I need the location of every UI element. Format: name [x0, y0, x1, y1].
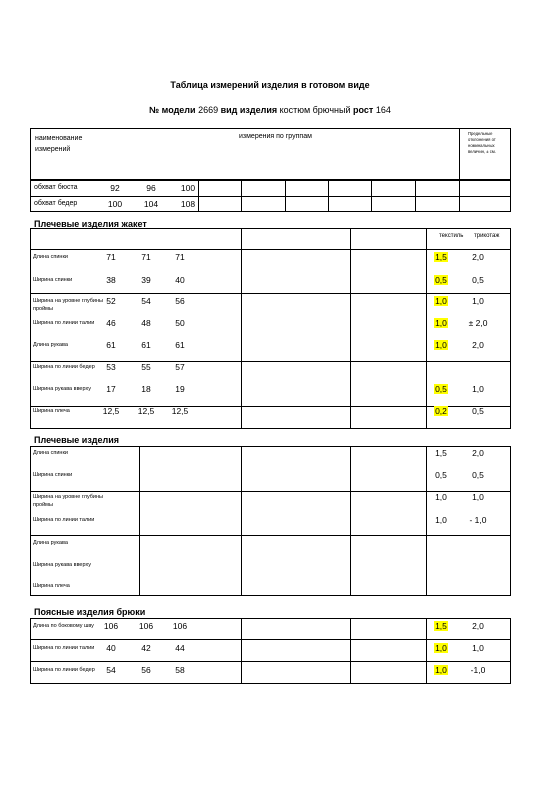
jacket-row-label: Ширина на уровне глубины проймы	[33, 298, 103, 312]
section-jacket-title: Плечевые изделия жакет	[34, 219, 147, 229]
shoulder-row-knit: 2,0	[472, 448, 484, 458]
measure-bust-v3: 100	[180, 183, 196, 193]
shoulder-row-label: Длина рукава	[33, 540, 68, 546]
jacket-textile-value: 1,0	[435, 296, 447, 306]
shoulder-row-label: Длина спинки	[33, 450, 68, 456]
jacket-textile-value: 1,0	[435, 340, 447, 350]
trousers-row-knit: 2,0	[472, 621, 484, 631]
measure-hips-v1: 100	[107, 199, 123, 209]
jacket-row-textile	[429, 252, 453, 262]
jacket-row-value: 12,5	[137, 406, 155, 416]
height-label: рост	[353, 105, 374, 115]
trousers-textile-value: 1,0	[435, 665, 447, 675]
jacket-row-label: Ширина спинки	[33, 277, 73, 283]
trousers-row-value: 44	[175, 643, 185, 653]
header-name-col: наименование измерений	[35, 135, 83, 153]
jacket-row-value: 18	[141, 384, 151, 394]
trousers-row-value: 42	[141, 643, 151, 653]
shoulder-row-knit: - 1,0	[469, 515, 487, 525]
header-tolerance-col: Предельные отклонения от номинальных величин, ± см.	[468, 131, 496, 154]
shoulder-row-knit: 0,5	[472, 470, 484, 480]
shoulder-row-textile	[429, 470, 453, 480]
jacket-row-value: 53	[106, 362, 116, 372]
jacket-row-value: 54	[141, 296, 151, 306]
jacket-textile-value: 0,5	[435, 275, 447, 285]
trousers-row-value: 58	[175, 665, 185, 675]
jacket-row-textile	[429, 406, 453, 416]
jacket-row-value: 48	[141, 318, 151, 328]
trousers-row-value: 106	[172, 621, 188, 631]
jacket-textile-value: 0,5	[435, 384, 447, 394]
trousers-row-knit: 1,0	[472, 643, 484, 653]
trousers-row-value: 56	[141, 665, 151, 675]
trousers-textile-value: 1,5	[435, 621, 447, 631]
model-line	[0, 105, 540, 115]
jacket-row-textile	[429, 384, 453, 394]
height-value: 164	[375, 105, 391, 115]
jacket-row-value: 71	[175, 252, 185, 262]
product-type: костюм брючный	[279, 105, 351, 115]
jacket-row-knit: 1,0	[472, 296, 484, 306]
trousers-row-value: 40	[106, 643, 116, 653]
col-knit: трикотаж	[474, 233, 500, 239]
jacket-row-value: 61	[106, 340, 116, 350]
measure-bust-label: обхват бюста	[34, 184, 78, 191]
trousers-row-label: Ширина по линии бедер	[33, 667, 95, 673]
jacket-row-label: Ширина рукава вверху	[33, 386, 91, 392]
jacket-row-value: 39	[141, 275, 151, 285]
jacket-row-value: 12,5	[171, 406, 189, 416]
jacket-row-label: Длина спинки	[33, 254, 68, 260]
trousers-row-value: 106	[103, 621, 119, 631]
measure-hips-label: обхват бедер	[34, 200, 78, 207]
jacket-row-knit: 0,5	[472, 406, 484, 416]
shoulder-row-textile	[429, 492, 453, 502]
shoulder-textile-value: 0,5	[435, 470, 447, 480]
measure-bust-v1: 92	[110, 183, 120, 193]
jacket-row-label: Ширина по линии бедер	[33, 364, 95, 370]
trousers-row-label: Длина по боковому шву	[33, 623, 94, 629]
measure-hips-v3: 108	[180, 199, 196, 209]
trousers-row-value: 106	[138, 621, 154, 631]
shoulder-row-label: Ширина на уровне глубины проймы	[33, 494, 103, 508]
jacket-textile-value: 0,2	[435, 406, 447, 416]
jacket-row-textile	[429, 275, 453, 285]
jacket-row-knit: ± 2,0	[468, 318, 488, 328]
measure-bust-v2: 96	[146, 183, 156, 193]
jacket-row-knit: 2,0	[472, 252, 484, 262]
jacket-row-value: 52	[106, 296, 116, 306]
trousers-row-label: Ширина по линии талии	[33, 645, 95, 651]
jacket-row-knit: 2,0	[472, 340, 484, 350]
jacket-row-label: Ширина плеча	[33, 408, 70, 414]
jacket-row-value: 12,5	[102, 406, 120, 416]
section-shoulder-title: Плечевые изделия	[34, 435, 120, 445]
header-table	[30, 128, 511, 180]
jacket-row-value: 46	[106, 318, 116, 328]
jacket-row-label: Длина рукава	[33, 342, 68, 348]
jacket-row-value: 61	[141, 340, 151, 350]
jacket-row-value: 56	[175, 296, 185, 306]
page-title: Таблица измерений изделия в готовом виде	[170, 80, 370, 90]
trousers-textile-value: 1,0	[435, 643, 447, 653]
type-label: вид изделия	[220, 105, 278, 115]
shoulder-textile-value: 1,5	[435, 448, 447, 458]
jacket-textile-value: 1,5	[435, 252, 447, 262]
shoulder-textile-value: 1,0	[435, 515, 447, 525]
trousers-row-textile	[429, 643, 453, 653]
jacket-row-value: 57	[175, 362, 185, 372]
trousers-row-textile	[429, 665, 453, 675]
shoulder-textile-value: 1,0	[435, 492, 447, 502]
measure-hips-v2: 104	[143, 199, 159, 209]
shoulder-row-label: Ширина по линии талии	[33, 517, 95, 523]
jacket-row-textile	[429, 296, 453, 306]
model-number: 2669	[198, 105, 219, 115]
body-measures-table	[30, 180, 511, 212]
jacket-row-value: 71	[106, 252, 116, 262]
shoulder-row-label: Ширина плеча	[33, 583, 70, 589]
header-groups-col: измерения по группам	[239, 133, 312, 140]
shoulder-row-label: Ширина спинки	[33, 472, 73, 478]
shoulder-row-textile	[429, 448, 453, 458]
trousers-row-value: 54	[106, 665, 116, 675]
jacket-row-value: 19	[175, 384, 185, 394]
jacket-row-value: 61	[175, 340, 185, 350]
model-label: № модели	[149, 105, 196, 115]
jacket-row-knit: 0,5	[472, 275, 484, 285]
jacket-row-value: 50	[175, 318, 185, 328]
shoulder-row-label: Ширина рукава вверху	[33, 562, 91, 568]
trousers-row-textile	[429, 621, 453, 631]
jacket-row-label: Ширина по линии талии	[33, 320, 95, 326]
jacket-row-value: 71	[141, 252, 151, 262]
jacket-row-value: 38	[106, 275, 116, 285]
jacket-row-textile	[429, 340, 453, 350]
jacket-textile-value: 1,0	[435, 318, 447, 328]
trousers-row-knit: -1,0	[470, 665, 486, 675]
jacket-row-textile	[429, 318, 453, 328]
section-trousers-title: Поясные изделия брюки	[34, 607, 146, 617]
jacket-row-value: 55	[141, 362, 151, 372]
jacket-row-value: 40	[175, 275, 185, 285]
shoulder-row-knit: 1,0	[472, 492, 484, 502]
col-textile: текстиль	[439, 233, 464, 239]
jacket-row-knit: 1,0	[472, 384, 484, 394]
jacket-row-value: 17	[106, 384, 116, 394]
shoulder-row-textile	[429, 515, 453, 525]
